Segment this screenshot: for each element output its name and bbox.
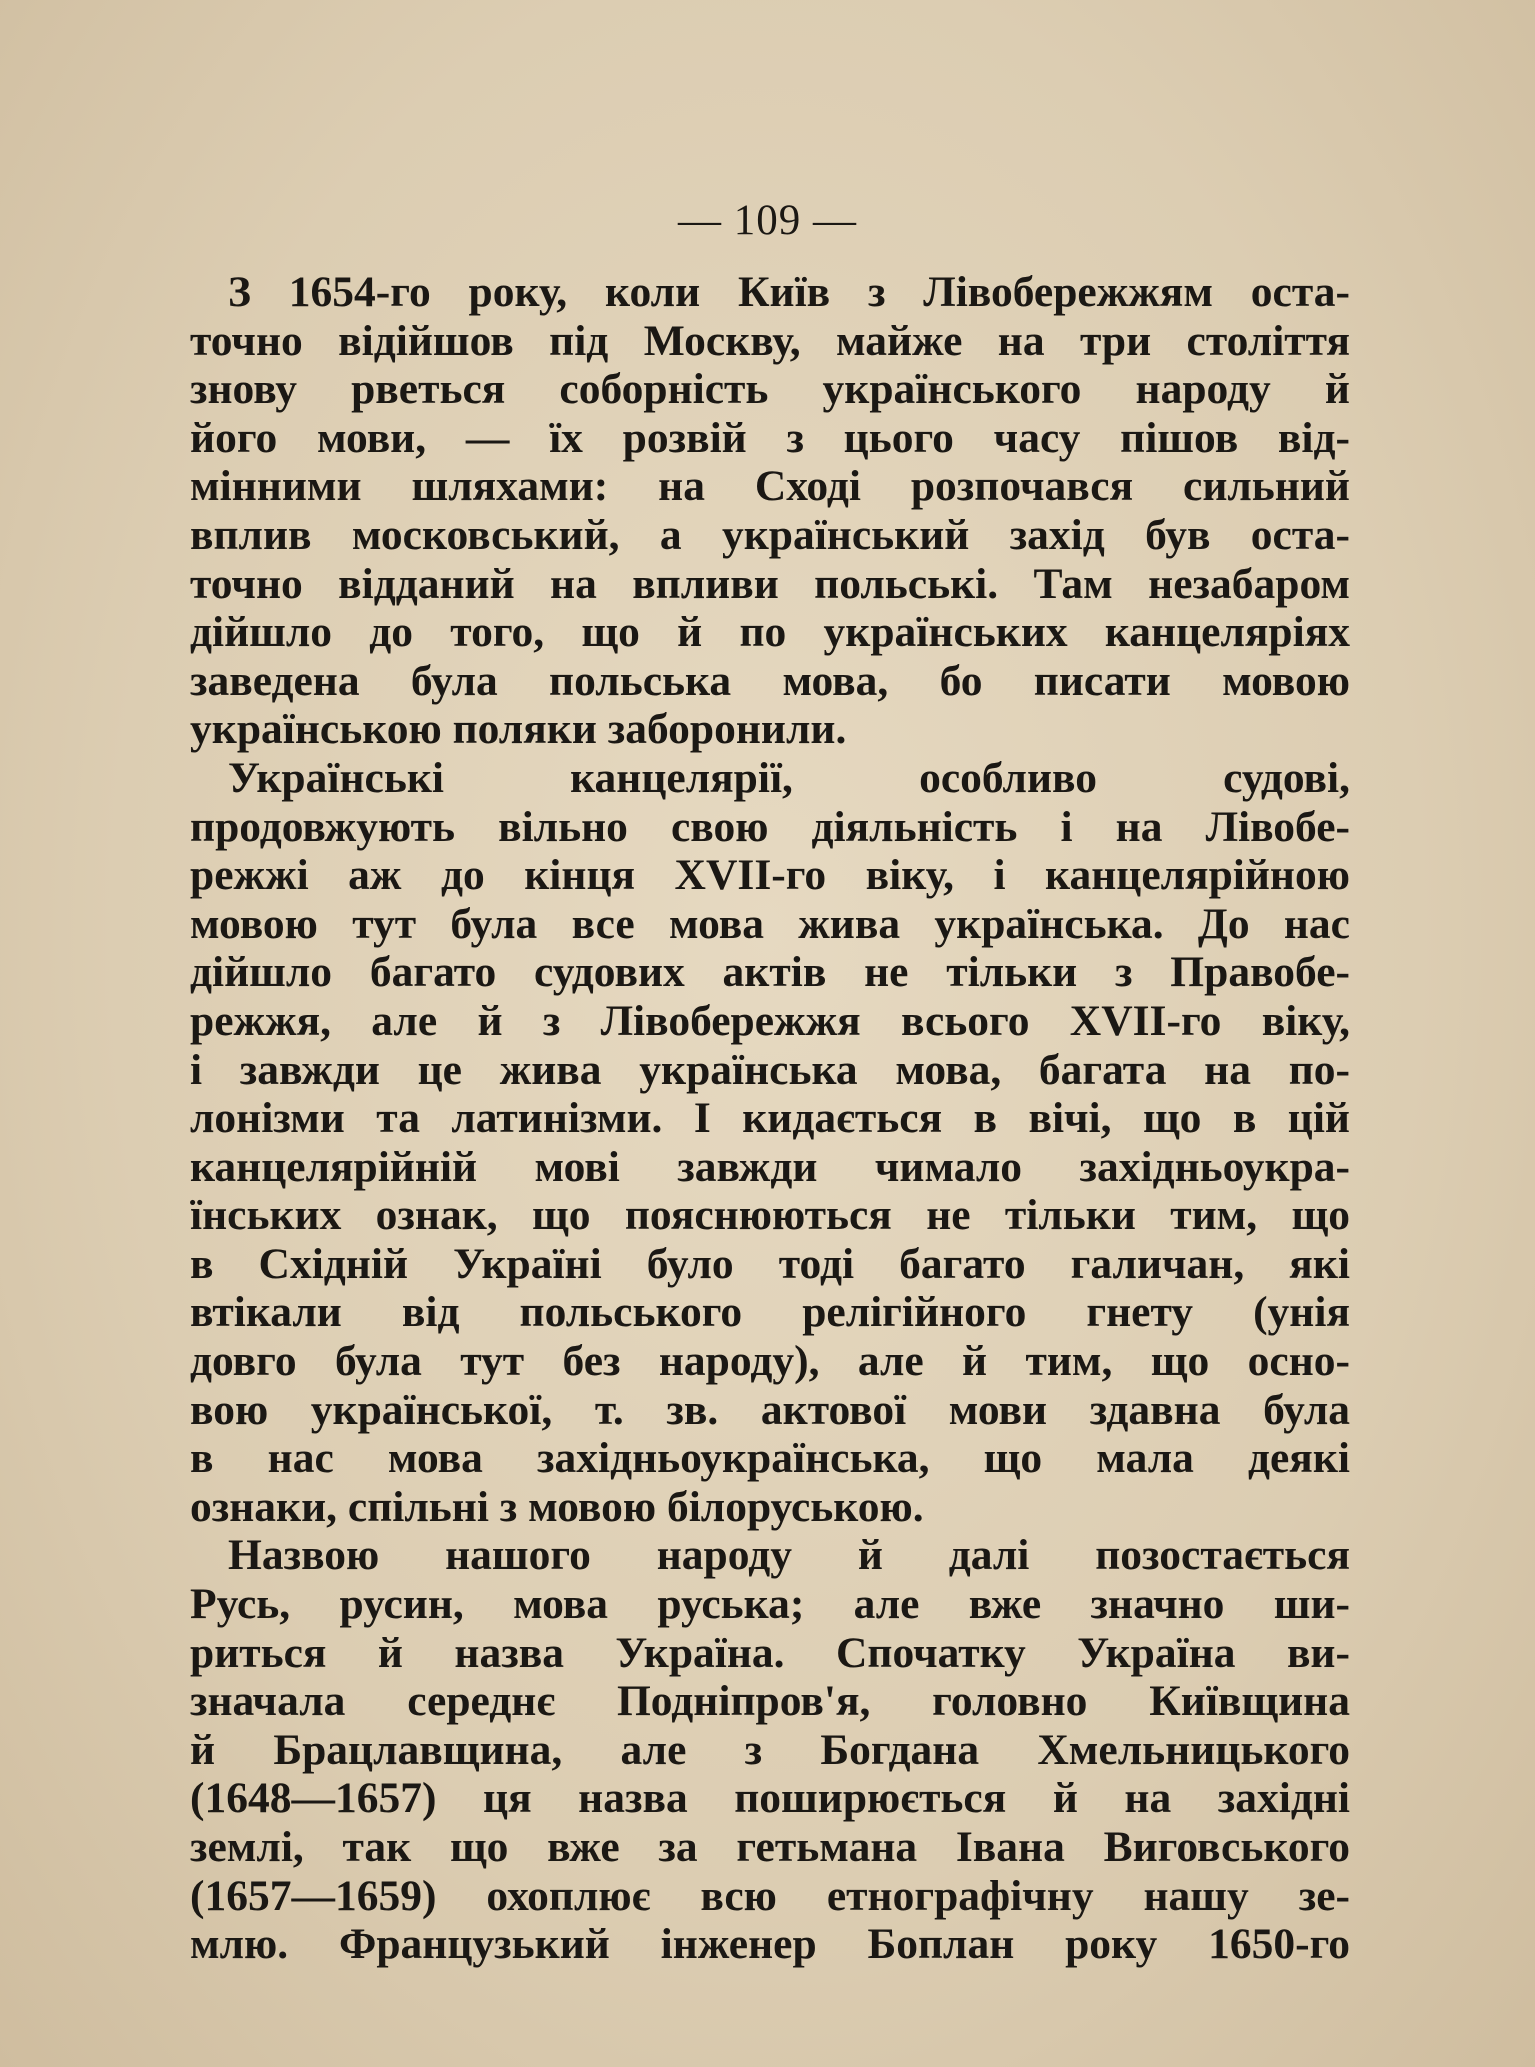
body-text: [190, 268, 1350, 1969]
text-line: вою української, т. зв. актової мови здавна була: [190, 1385, 1350, 1434]
text-line: З 1654-го року, коли Київ з Лівобережжям оста-: [228, 268, 1350, 316]
text-line: й Брацлавщина, але з Богдана Хмельницького: [190, 1725, 1350, 1774]
text-line: лонізми та латинізми. І кидається в вічі, що в цій: [190, 1094, 1350, 1143]
text-line: Українські канцелярії, особливо судові,: [228, 753, 1350, 802]
text-line: канцелярійній мові завжди чимало західньоукра-: [190, 1142, 1350, 1191]
text-line: українською поляки заборонили.: [190, 705, 847, 754]
text-line: Русь, русин, мова руська; але вже значно ши-: [190, 1580, 1350, 1629]
text-line: млю. Французький інженер Боплан року 1650-го: [190, 1920, 1350, 1969]
text-line: значала середнє Подніпров'я, головно Київщина: [190, 1677, 1350, 1726]
text-line: Назвою нашого народу й далі позостається: [228, 1531, 1350, 1580]
page-number: — 109 —: [678, 197, 857, 244]
paragraph-1: [190, 268, 1350, 754]
text-line: вплив московський, а український захід був оста-: [190, 510, 1350, 559]
text-line: режжі аж до кінця XVII-го віку, і канцелярійною: [190, 851, 1350, 900]
text-line: дійшло до того, що й по українських канцеляріях: [190, 608, 1350, 657]
paragraph-2: [190, 754, 1350, 1532]
text-line: заведена була польська мова, бо писати мовою: [190, 656, 1350, 705]
text-line: точно відійшов під Москву, майже на три століття: [190, 316, 1350, 365]
text-line: продовжують вільно свою діяльність і на Лівобе-: [190, 802, 1350, 851]
text-line: його мови, — їх розвій з цього часу пішов від-: [190, 413, 1350, 462]
text-line: втікали від польського релігійного гнету (унія: [190, 1288, 1350, 1337]
text-line: ознаки, спільні з мовою білоруською.: [190, 1482, 924, 1531]
text-line: в нас мова західньоукраїнська, що мала деякі: [190, 1434, 1350, 1483]
text-line: (1657—1659) охоплює всю етнографічну нашу зе-: [190, 1871, 1350, 1920]
text-line: режжя, але й з Лівобережжя всього XVII-го віку,: [190, 996, 1350, 1045]
paragraph-3: [190, 1531, 1350, 1968]
text-line: точно відданий на впливи польські. Там незабаром: [190, 559, 1350, 608]
text-line: мовою тут була все мова жива українська. До нас: [190, 899, 1350, 948]
text-line: знову рветься соборність українського народу й: [190, 365, 1350, 414]
text-line: (1648—1657) ця назва поширюється й на західні: [190, 1774, 1350, 1823]
text-line: довго була тут без народу), але й тим, що осно-: [190, 1337, 1350, 1386]
text-line: їнських ознак, що пояснюються не тільки тим, що: [190, 1191, 1350, 1240]
text-line: і завжди це жива українська мова, багата на по-: [190, 1045, 1350, 1094]
text-line: дійшло багато судових актів не тільки з Правобе-: [190, 948, 1350, 997]
text-line: мінними шляхами: на Сході розпочався сильний: [190, 462, 1350, 511]
text-line: землі, так що вже за гетьмана Івана Виговського: [190, 1823, 1350, 1871]
text-line: риться й назва Україна. Спочатку Україна ви-: [190, 1628, 1350, 1677]
text-line: в Східній Україні було тоді багато галичан, які: [190, 1239, 1350, 1288]
